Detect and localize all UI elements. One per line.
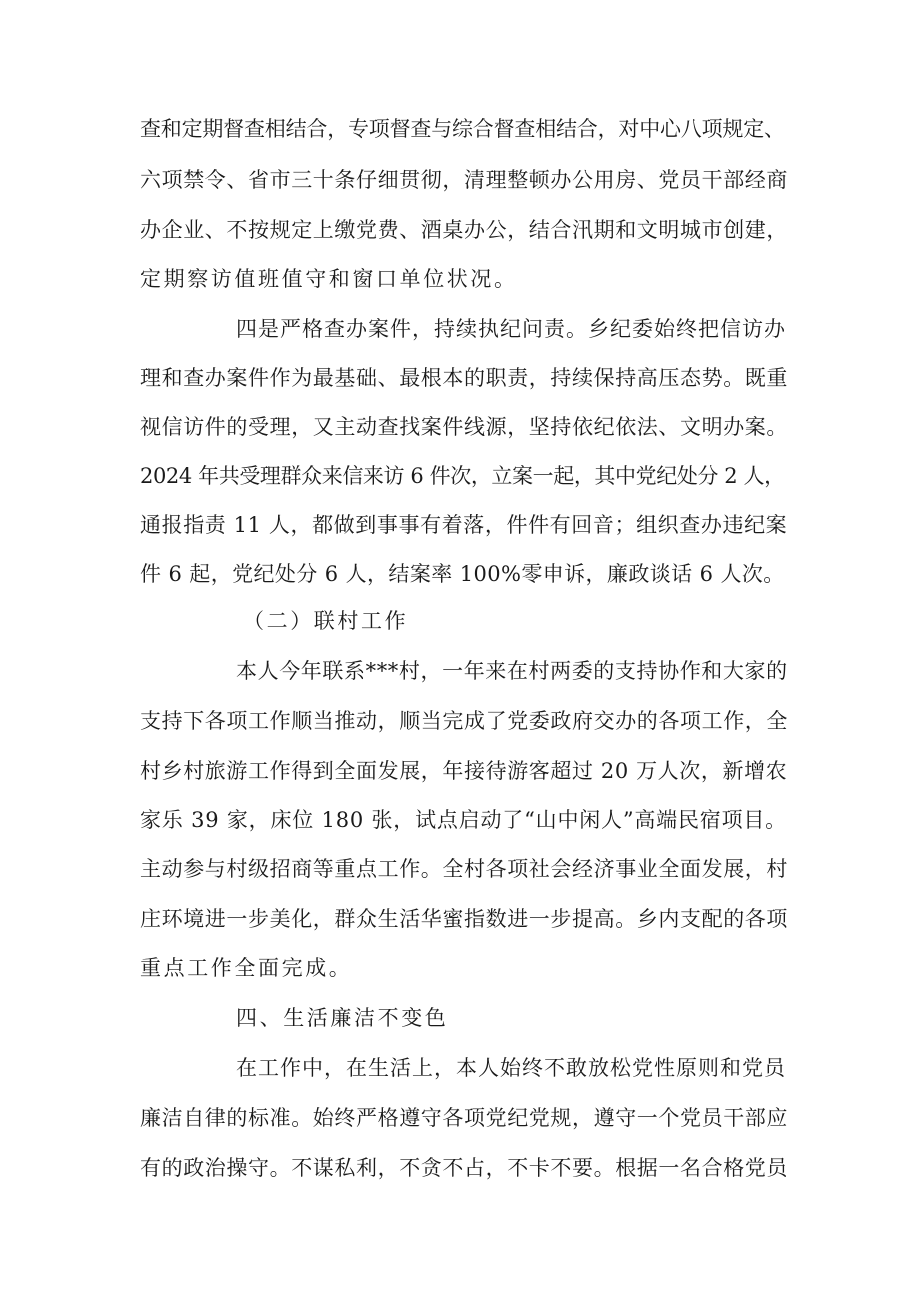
- paragraph-line: 通报指责 11 人，都做到事事有着落，件件有回音；组织查办违纪案: [140, 513, 788, 537]
- paragraph-line: 村乡村旅游工作得到全面发展，年接待游客超过 20 万人次，新增农: [140, 759, 788, 783]
- paragraph-line: 重点工作全面完成。: [140, 956, 353, 980]
- paragraph-line: 件 6 起，党纪处分 6 人，结案率 100%零申诉，廉政谈话 6 人次。: [140, 562, 785, 586]
- paragraph-line: 支持下各项工作顺当推动，顺当完成了党委政府交办的各项工作，全: [140, 709, 788, 733]
- paragraph-line: 本人今年联系***村，一年来在村两委的支持协作和大家的: [236, 659, 788, 683]
- paragraph-line: 庄环境进一步美化，群众生活华蜜指数进一步提高。乡内支配的各项: [140, 907, 788, 931]
- paragraph-line: 视信访件的受理，又主动查找案件线源，坚持依纪依法、文明办案。: [140, 415, 788, 439]
- section-heading: 四、生活廉洁不变色: [236, 1006, 449, 1030]
- paragraph-line: 主动参与村级招商等重点工作。全村各项社会经济事业全面发展，村: [140, 857, 788, 881]
- paragraph-line: 有的政治操守。不谋私利，不贪不占，不卡不要。根据一名合格党员: [140, 1156, 788, 1180]
- paragraph-line: 理和查办案件作为最基础、最根本的职责，持续保持高压态势。既重: [140, 366, 788, 390]
- paragraph-line: 查和定期督查相结合，专项督查与综合督查相结合，对中心八项规定、: [140, 117, 785, 141]
- paragraph-line: 六项禁令、省市三十条仔细贯彻，清理整顿办公用房、党员干部经商: [140, 168, 788, 192]
- paragraph-line: 廉洁自律的标准。始终严格遵守各项党纪党规，遵守一个党员干部应: [140, 1106, 788, 1130]
- paragraph-line: 家乐 39 家，床位 180 张，试点启动了“山中闲人”高端民宿项目。: [140, 808, 787, 832]
- paragraph-line: 四是严格查办案件，持续执纪问责。乡纪委始终把信访办: [236, 317, 786, 341]
- paragraph-line: 办企业、不按规定上缴党费、酒桌办公，结合汛期和文明城市创建，: [140, 218, 788, 242]
- paragraph-line: 在工作中，在生活上，本人始终不敢放松党性原则和党员: [236, 1056, 786, 1080]
- paragraph-line: 定期察访值班值守和窗口单位状况。: [140, 267, 518, 291]
- section-heading: （二）联村工作: [243, 609, 409, 633]
- paragraph-line: 2024 年共受理群众来信来访 6 件次，立案一起，其中党纪处分 2 人，: [140, 464, 785, 488]
